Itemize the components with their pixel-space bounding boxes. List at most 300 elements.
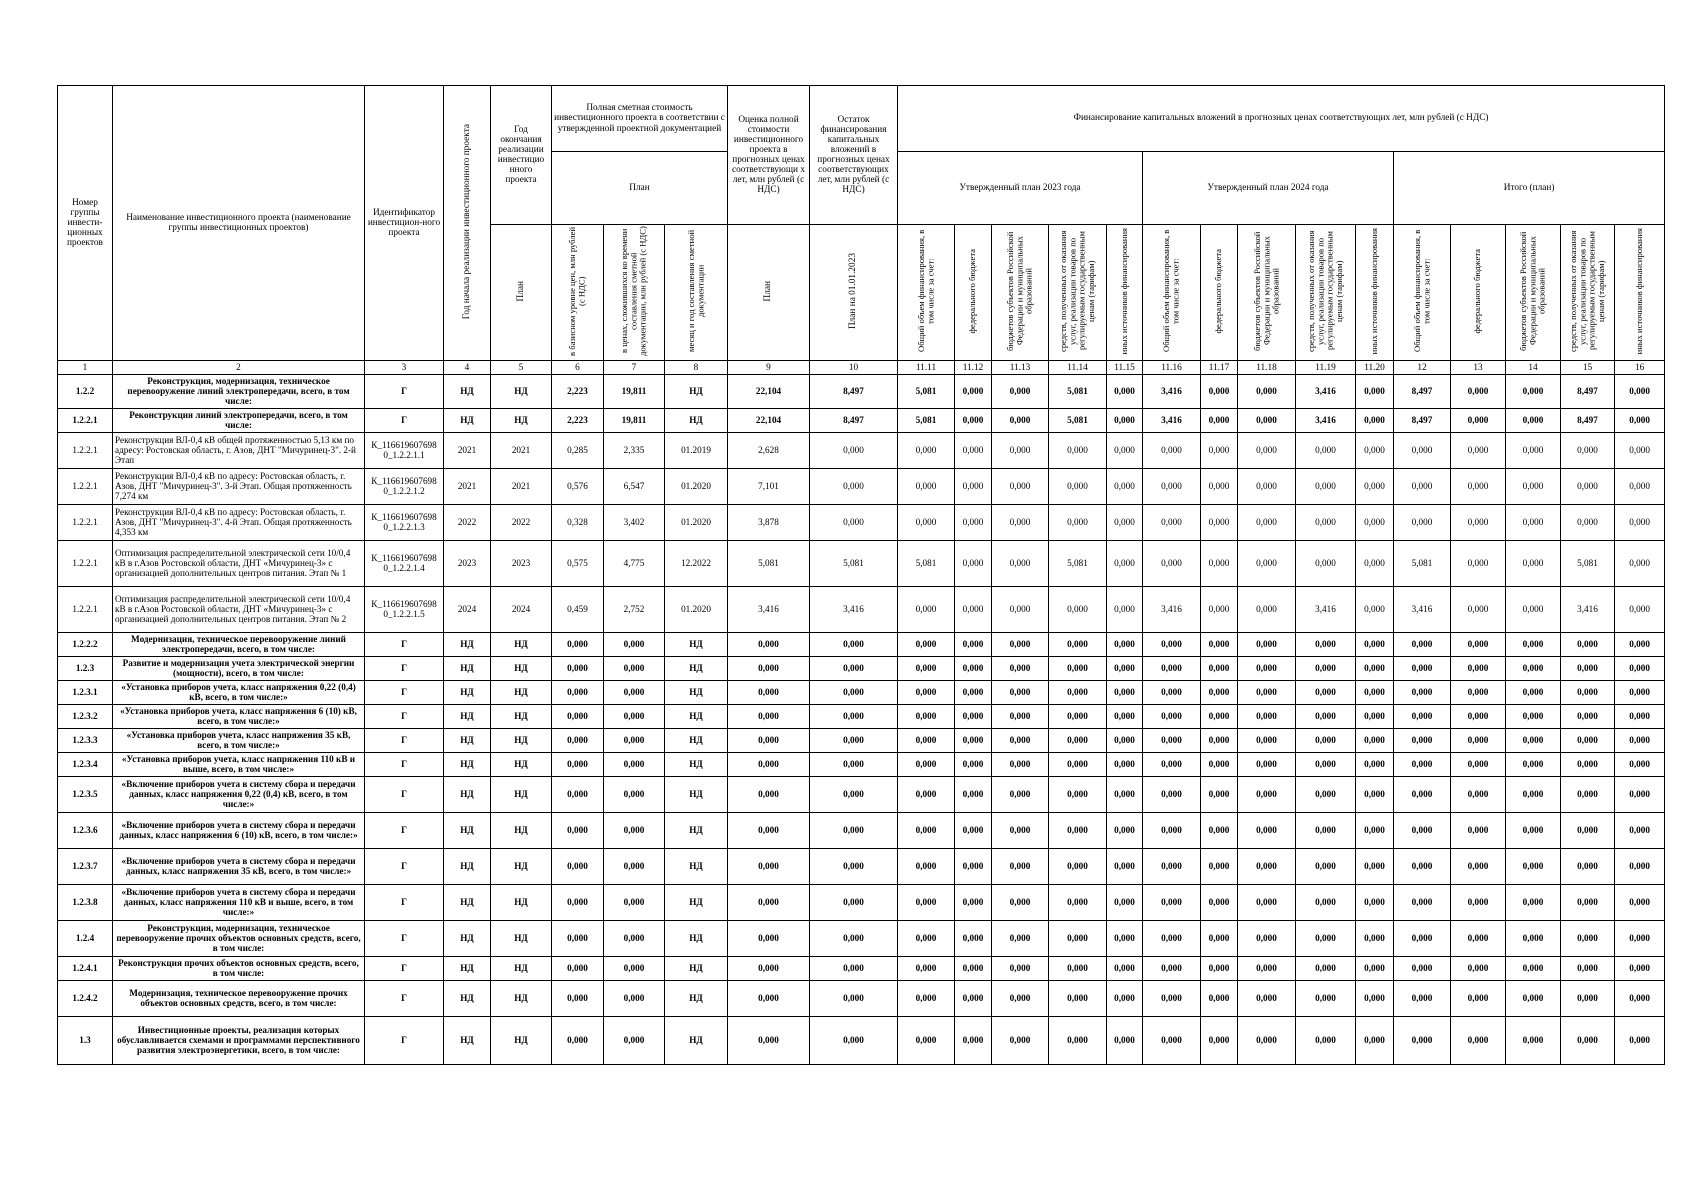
table-cell: 0,000 [955,885,992,921]
table-cell: 0,000 [1296,681,1356,705]
table-cell: НД [491,705,552,729]
table-cell: 0,000 [1238,885,1296,921]
table-cell: 0,000 [1296,541,1356,587]
table-cell: 0,000 [1394,633,1451,657]
table-row [58,777,1665,813]
project-name-cell: «Включение приборов учета в систему сбора и передачи данных, класс напряжения 6 (10) кВ, всего, в том числе:» [113,813,365,849]
table-cell: 0,000 [810,681,898,705]
table-cell: 0,000 [728,1017,810,1065]
project-name-cell: Реконструкция ВЛ-0,4 кВ общей протяженностью 5,13 км по адресу: Ростовская область, г. Азов, ДНТ "Мичуринец-3". 2-й Этап [113,433,365,469]
table-cell: 0,000 [1107,813,1143,849]
table-cell: 0,000 [992,1017,1049,1065]
table-cell: 0,000 [552,921,604,957]
table-cell: 0,000 [604,705,665,729]
table-cell: 0,000 [810,705,898,729]
table-cell: 0,000 [955,981,992,1017]
table-cell: 0,000 [604,681,665,705]
table-cell: 0,000 [1201,587,1238,633]
project-name-cell: «Включение приборов учета в систему сбора и передачи данных, класс напряжения 0,22 (0,4) кВ, всего, в том числе:» [113,777,365,813]
header-c8-text: месяц и год составления сметной документации [685,229,705,353]
table-cell: 01.2020 [665,587,728,633]
header-full-cost: Оценка полной стоимости инвестиционного проекта в прогнозных ценах соответствующи х лет, млн рублей (с НДС) [728,86,810,225]
table-cell: 0,000 [1451,541,1506,587]
table-cell: 0,000 [1201,375,1238,409]
table-cell: НД [491,957,552,981]
table-cell: 0,000 [810,505,898,541]
table-cell: 0,000 [1143,541,1201,587]
table-cell: 2,223 [552,409,604,433]
table-cell: К_116619607698 0_1.2.2.1.1 [365,433,444,469]
table-cell: 0,000 [955,633,992,657]
table-cell: 0,000 [1615,657,1665,681]
table-cell: НД [444,633,491,657]
table-cell: 5,081 [1049,375,1107,409]
table-cell: 0,000 [1143,921,1201,957]
header-2023-tariff-text: средств, полученных от оказания услуг, реализации товаров по регулируемым государственным ценам (тарифам) [1057,230,1096,352]
table-cell: 0,000 [1394,1017,1451,1065]
table-cell: 0,000 [1107,433,1143,469]
table-cell: 0,000 [1394,433,1451,469]
header-project-name: Наименование инвестиционного проекта (наименование группы инвестиционных проектов) [113,86,365,361]
table-cell: 0,000 [955,375,992,409]
project-name-cell: Реконструкция ВЛ-0,4 кВ по адресу: Ростовская область, г. Азов, ДНТ "Мичуринец-3". 3-й Этап. Общая протяженность 7,274 км [113,469,365,505]
table-cell: 0,000 [898,681,955,705]
column-number: 6 [552,361,604,375]
row-number-cell: 1.2.3.4 [58,753,113,777]
table-cell: 0,000 [1238,541,1296,587]
table-cell: 0,000 [1561,981,1615,1017]
table-cell: 3,416 [728,587,810,633]
table-cell: 0,000 [1356,957,1394,981]
table-cell: 0,000 [1143,753,1201,777]
header-total-reg [1506,225,1561,361]
table-cell: 0,000 [1201,433,1238,469]
table-cell: 0,000 [1356,433,1394,469]
table-cell: 0,000 [1451,587,1506,633]
column-number: 1 [58,361,113,375]
header-c10-text: План на 01.01.2023 [848,252,859,330]
table-cell: 5,081 [1394,541,1451,587]
table-cell: 0,000 [1615,541,1665,587]
table-row [58,705,1665,729]
table-cell: 0,000 [1049,657,1107,681]
table-cell: 0,000 [1296,705,1356,729]
header-total-other [1615,225,1665,361]
table-cell: 0,000 [898,505,955,541]
table-cell: 0,000 [1201,921,1238,957]
table-cell: 22,104 [728,375,810,409]
table-cell: 0,000 [1107,1017,1143,1065]
row-number-cell: 1.2.3.7 [58,849,113,885]
header-2024-other-text: иных источников финансирования [1368,227,1379,355]
table-cell: 0,000 [604,633,665,657]
table-cell: Г [365,921,444,957]
table-cell: 0,000 [992,633,1049,657]
table-cell: 0,000 [1615,409,1665,433]
table-cell: 0,000 [1356,469,1394,505]
table-cell: НД [491,981,552,1017]
header-2024-fed [1201,225,1238,361]
table-cell: 0,000 [1296,777,1356,813]
project-name-cell: «Включение приборов учета в систему сбора и передачи данных, класс напряжения 110 кВ и выше, всего, в том числе:» [113,885,365,921]
table-cell: НД [444,957,491,981]
header-total-fed-text: федерального бюджета [1472,248,1483,334]
header-2023-total-text: Общий объем финансирования, в том числе за счет: [915,229,935,353]
table-cell: 0,000 [992,777,1049,813]
table-cell: 0,000 [1143,729,1201,753]
table-cell: 0,000 [1394,921,1451,957]
table-cell: 0,000 [1107,681,1143,705]
table-cell: 0,000 [1049,981,1107,1017]
table-cell: НД [444,1017,491,1065]
table-cell: 0,000 [1356,753,1394,777]
table-cell: 0,000 [1201,885,1238,921]
table-cell: 0,000 [1615,375,1665,409]
column-number: 12 [1394,361,1451,375]
column-number: 11.19 [1296,361,1356,375]
table-cell: 0,000 [1561,433,1615,469]
table-cell: 0,000 [1049,921,1107,957]
table-cell: 0,000 [1506,753,1561,777]
table-cell: 0,000 [1356,705,1394,729]
header-remaining: Остаток финансирования капитальных вложений в прогнозных ценах соответствующих лет, млн рублей (с НДС) [810,86,898,225]
table-cell: 0,000 [1143,885,1201,921]
table-cell: 0,000 [1049,433,1107,469]
header-total-total [1394,225,1451,361]
header-2023-tariff [1049,225,1107,361]
table-cell: 0,000 [1451,777,1506,813]
table-cell: 0,000 [1107,885,1143,921]
table-cell: 0,000 [1049,587,1107,633]
table-cell: 0,000 [1506,885,1561,921]
table-cell: 0,000 [955,433,992,469]
table-cell: 0,000 [1107,981,1143,1017]
table-cell: 0,000 [810,1017,898,1065]
table-cell: НД [491,777,552,813]
table-cell: 0,000 [1506,729,1561,753]
table-cell: 0,000 [1356,1017,1394,1065]
table-cell: 3,416 [1143,587,1201,633]
header-estimate-plan: План [552,152,728,225]
table-cell: НД [665,409,728,433]
table-cell: 0,000 [1201,505,1238,541]
row-number-cell: 1.2.3.3 [58,729,113,753]
table-cell: 0,000 [1107,541,1143,587]
table-cell: 0,000 [1296,433,1356,469]
table-cell: Г [365,409,444,433]
table-cell: НД [491,633,552,657]
project-name-cell: Реконструкция прочих объектов основных средств, всего, в том числе: [113,957,365,981]
table-cell: 0,000 [1356,541,1394,587]
table-cell: 0,000 [552,981,604,1017]
column-number: 14 [1506,361,1561,375]
table-cell: 0,000 [1451,657,1506,681]
table-cell: 0,000 [1049,777,1107,813]
table-cell: 2021 [491,469,552,505]
header-total-other-text: иных источников финансирования [1633,227,1644,355]
table-cell: 0,000 [1201,469,1238,505]
table-cell: 0,000 [1394,657,1451,681]
table-cell: НД [491,813,552,849]
table-cell: 0,000 [1394,777,1451,813]
table-cell: 0,285 [552,433,604,469]
project-name-cell: Реконструкция, модернизация, техническое перевооружение прочих объектов основных средств, всего, в том числе: [113,921,365,957]
table-cell: 0,000 [1451,1017,1506,1065]
table-cell: 0,000 [552,885,604,921]
table-cell: 0,000 [1394,957,1451,981]
table-cell: Г [365,1017,444,1065]
table-cell: 0,000 [992,849,1049,885]
table-cell: 3,416 [1394,587,1451,633]
investment-projects-sheet [57,85,1664,1065]
table-cell: 0,000 [1049,729,1107,753]
table-cell: 0,000 [1049,469,1107,505]
table-cell: 0,000 [1049,813,1107,849]
row-number-cell: 1.2.4 [58,921,113,957]
table-cell: НД [665,981,728,1017]
table-cell: 0,000 [955,587,992,633]
table-cell: 0,000 [1356,729,1394,753]
table-cell: 0,000 [1238,729,1296,753]
table-cell: НД [491,753,552,777]
table-cell: 2,223 [552,375,604,409]
table-cell: 0,000 [1356,657,1394,681]
table-cell: 5,081 [898,409,955,433]
table-cell: 0,000 [898,1017,955,1065]
table-cell: 0,000 [992,657,1049,681]
header-total-tariff-text: средств, полученных от оказания услуг, реализации товаров по регулируемым государственным ценам (тарифам) [1567,230,1606,352]
project-name-cell: Реконструкция ВЛ-0,4 кВ по адресу: Ростовская область, г. Азов, ДНТ "Мичуринец-3". 4-й Этап. Общая протяженность 4,353 км [113,505,365,541]
table-header [58,86,1665,375]
table-cell: НД [665,633,728,657]
table-cell: 0,000 [992,375,1049,409]
project-name-cell: Инвестиционные проекты, реализация которых обуславливается схемами и программами перспективного развития электроэнергетики, всего, в том числе: [113,1017,365,1065]
table-cell: 0,000 [1356,505,1394,541]
table-cell: 0,000 [1201,409,1238,433]
table-cell: Г [365,849,444,885]
table-cell: 0,000 [1143,633,1201,657]
table-cell: НД [665,375,728,409]
table-cell: Г [365,885,444,921]
column-number: 11.16 [1143,361,1201,375]
table-cell: 0,000 [810,813,898,849]
column-number: 3 [365,361,444,375]
table-cell: 0,000 [992,885,1049,921]
table-cell: 0,000 [1049,705,1107,729]
project-name-cell: Реконструкция, модернизация, техническое перевооружение линий электропередачи, всего, в том числе: [113,375,365,409]
table-cell: 0,000 [898,633,955,657]
table-cell: 0,000 [1615,705,1665,729]
table-cell: 0,000 [1451,813,1506,849]
table-cell: 0,000 [1356,375,1394,409]
table-cell: 0,000 [1143,813,1201,849]
table-cell: 0,000 [1143,469,1201,505]
table-cell: 0,000 [1561,469,1615,505]
table-cell: НД [491,885,552,921]
table-cell: 0,000 [1356,633,1394,657]
table-cell: НД [444,657,491,681]
table-cell: 0,000 [1238,469,1296,505]
table-cell: 0,000 [728,813,810,849]
table-cell: 0,000 [810,469,898,505]
header-c6 [552,225,604,361]
header-start-year [444,86,491,361]
table-cell: НД [665,813,728,849]
table-cell: 0,000 [1451,469,1506,505]
table-cell: НД [665,777,728,813]
table-cell: 0,000 [898,753,955,777]
table-cell: 0,000 [1238,681,1296,705]
table-cell: 0,000 [1049,849,1107,885]
table-cell: 0,000 [728,957,810,981]
table-cell: 0,000 [1356,813,1394,849]
table-cell: 0,000 [898,849,955,885]
table-cell: 0,000 [1201,981,1238,1017]
header-financing: Финансирование капитальных вложений в прогнозных ценах соответствующих лет, млн рублей (с НДС) [898,86,1665,152]
table-body [58,375,1665,1065]
table-cell: Г [365,981,444,1017]
table-cell: 0,000 [1615,587,1665,633]
table-cell: 0,000 [1201,657,1238,681]
column-number: 16 [1615,361,1665,375]
table-cell: 0,000 [1201,541,1238,587]
table-cell: 0,000 [810,885,898,921]
table-cell: 0,000 [1238,849,1296,885]
table-cell: 0,000 [1238,957,1296,981]
table-cell: НД [444,753,491,777]
table-cell: 0,000 [1506,433,1561,469]
table-cell: Г [365,729,444,753]
header-2024-reg [1238,225,1296,361]
table-cell: 0,000 [1451,505,1506,541]
table-cell: 0,000 [1296,729,1356,753]
table-cell: 0,000 [1451,981,1506,1017]
table-cell: 0,000 [1615,921,1665,957]
table-cell: 0,000 [1506,849,1561,885]
row-number-cell: 1.2.3.5 [58,777,113,813]
table-cell: 2022 [444,505,491,541]
table-cell: 0,000 [1107,705,1143,729]
table-cell: 0,000 [992,813,1049,849]
column-number: 10 [810,361,898,375]
table-cell: 0,000 [1107,469,1143,505]
header-total-fed [1451,225,1506,361]
table-cell: НД [444,981,491,1017]
table-cell: 0,000 [992,469,1049,505]
table-cell: 5,081 [898,541,955,587]
table-cell: 0,000 [898,657,955,681]
table-cell: 0,000 [1356,681,1394,705]
table-row [58,433,1665,469]
table-cell: 5,081 [728,541,810,587]
table-cell: 0,000 [1296,849,1356,885]
table-cell: 0,000 [955,705,992,729]
table-cell: 0,000 [1201,1017,1238,1065]
table-cell: 0,000 [955,813,992,849]
table-cell: 3,416 [1296,587,1356,633]
header-start-year-text: Год начала реализации инвестиционного проекта [461,123,472,320]
table-cell: 0,000 [992,681,1049,705]
column-number: 13 [1451,361,1506,375]
table-cell: 0,000 [1394,849,1451,885]
table-cell: 0,000 [728,777,810,813]
table-cell: НД [491,681,552,705]
table-cell: 0,000 [1238,633,1296,657]
table-cell: 01.2020 [665,469,728,505]
table-cell: 0,000 [552,705,604,729]
table-cell: 0,000 [1107,409,1143,433]
table-cell: 0,000 [1143,705,1201,729]
table-cell: 0,000 [728,633,810,657]
table-cell: 0,000 [1451,705,1506,729]
row-number-cell: 1.2.3.2 [58,705,113,729]
column-number: 9 [728,361,810,375]
table-cell: 0,000 [1238,813,1296,849]
table-cell: 0,000 [1107,587,1143,633]
table-cell: 0,000 [1451,681,1506,705]
table-cell: 0,000 [1561,705,1615,729]
table-cell: 0,000 [1107,849,1143,885]
table-cell: 2,335 [604,433,665,469]
table-cell: 0,000 [810,981,898,1017]
row-number-cell: 1.2.3.8 [58,885,113,921]
row-number-cell: 1.2.4.2 [58,981,113,1017]
table-cell: 0,000 [1506,587,1561,633]
table-cell: 0,576 [552,469,604,505]
table-cell: К_116619607698 0_1.2.2.1.5 [365,587,444,633]
table-cell: 8,497 [810,375,898,409]
column-number: 11.11 [898,361,955,375]
table-cell: 0,000 [955,729,992,753]
column-number: 8 [665,361,728,375]
table-cell: 0,000 [898,587,955,633]
table-cell: 0,000 [992,433,1049,469]
header-2024-total [1143,225,1201,361]
table-row [58,753,1665,777]
table-cell: 0,000 [1615,633,1665,657]
table-cell: 0,000 [1615,981,1665,1017]
table-cell: 19,811 [604,409,665,433]
table-cell: 0,000 [992,409,1049,433]
table-cell: Г [365,777,444,813]
table-cell: 0,000 [728,849,810,885]
table-cell: 3,416 [1143,375,1201,409]
table-cell: 0,000 [1143,657,1201,681]
header-c9 [728,225,810,361]
column-number-row [58,361,1665,375]
table-cell: 0,000 [1296,469,1356,505]
header-total-tariff [1561,225,1615,361]
table-cell: 0,000 [955,409,992,433]
table-cell: 5,081 [1049,409,1107,433]
table-cell: 0,000 [955,921,992,957]
table-cell: НД [665,849,728,885]
table-cell: 0,000 [604,921,665,957]
column-number: 11.14 [1049,361,1107,375]
table-cell: 0,000 [1238,705,1296,729]
table-cell: 0,000 [552,957,604,981]
table-cell: 0,000 [1238,777,1296,813]
column-number: 11.17 [1201,361,1238,375]
table-cell: 0,000 [1201,813,1238,849]
table-cell: 0,000 [1394,505,1451,541]
table-cell: 0,000 [1356,587,1394,633]
project-name-cell: Оптимизация распределительной электрической сети 10/0,4 кВ в г.Азов Ростовской области, ДНТ «Мичуринец-3» с организацией дополнительных центров питания. Этап № 2 [113,587,365,633]
column-number: 11.15 [1107,361,1143,375]
table-cell: 8,497 [1561,375,1615,409]
table-cell: 0,000 [1506,541,1561,587]
table-cell: 0,000 [1561,885,1615,921]
